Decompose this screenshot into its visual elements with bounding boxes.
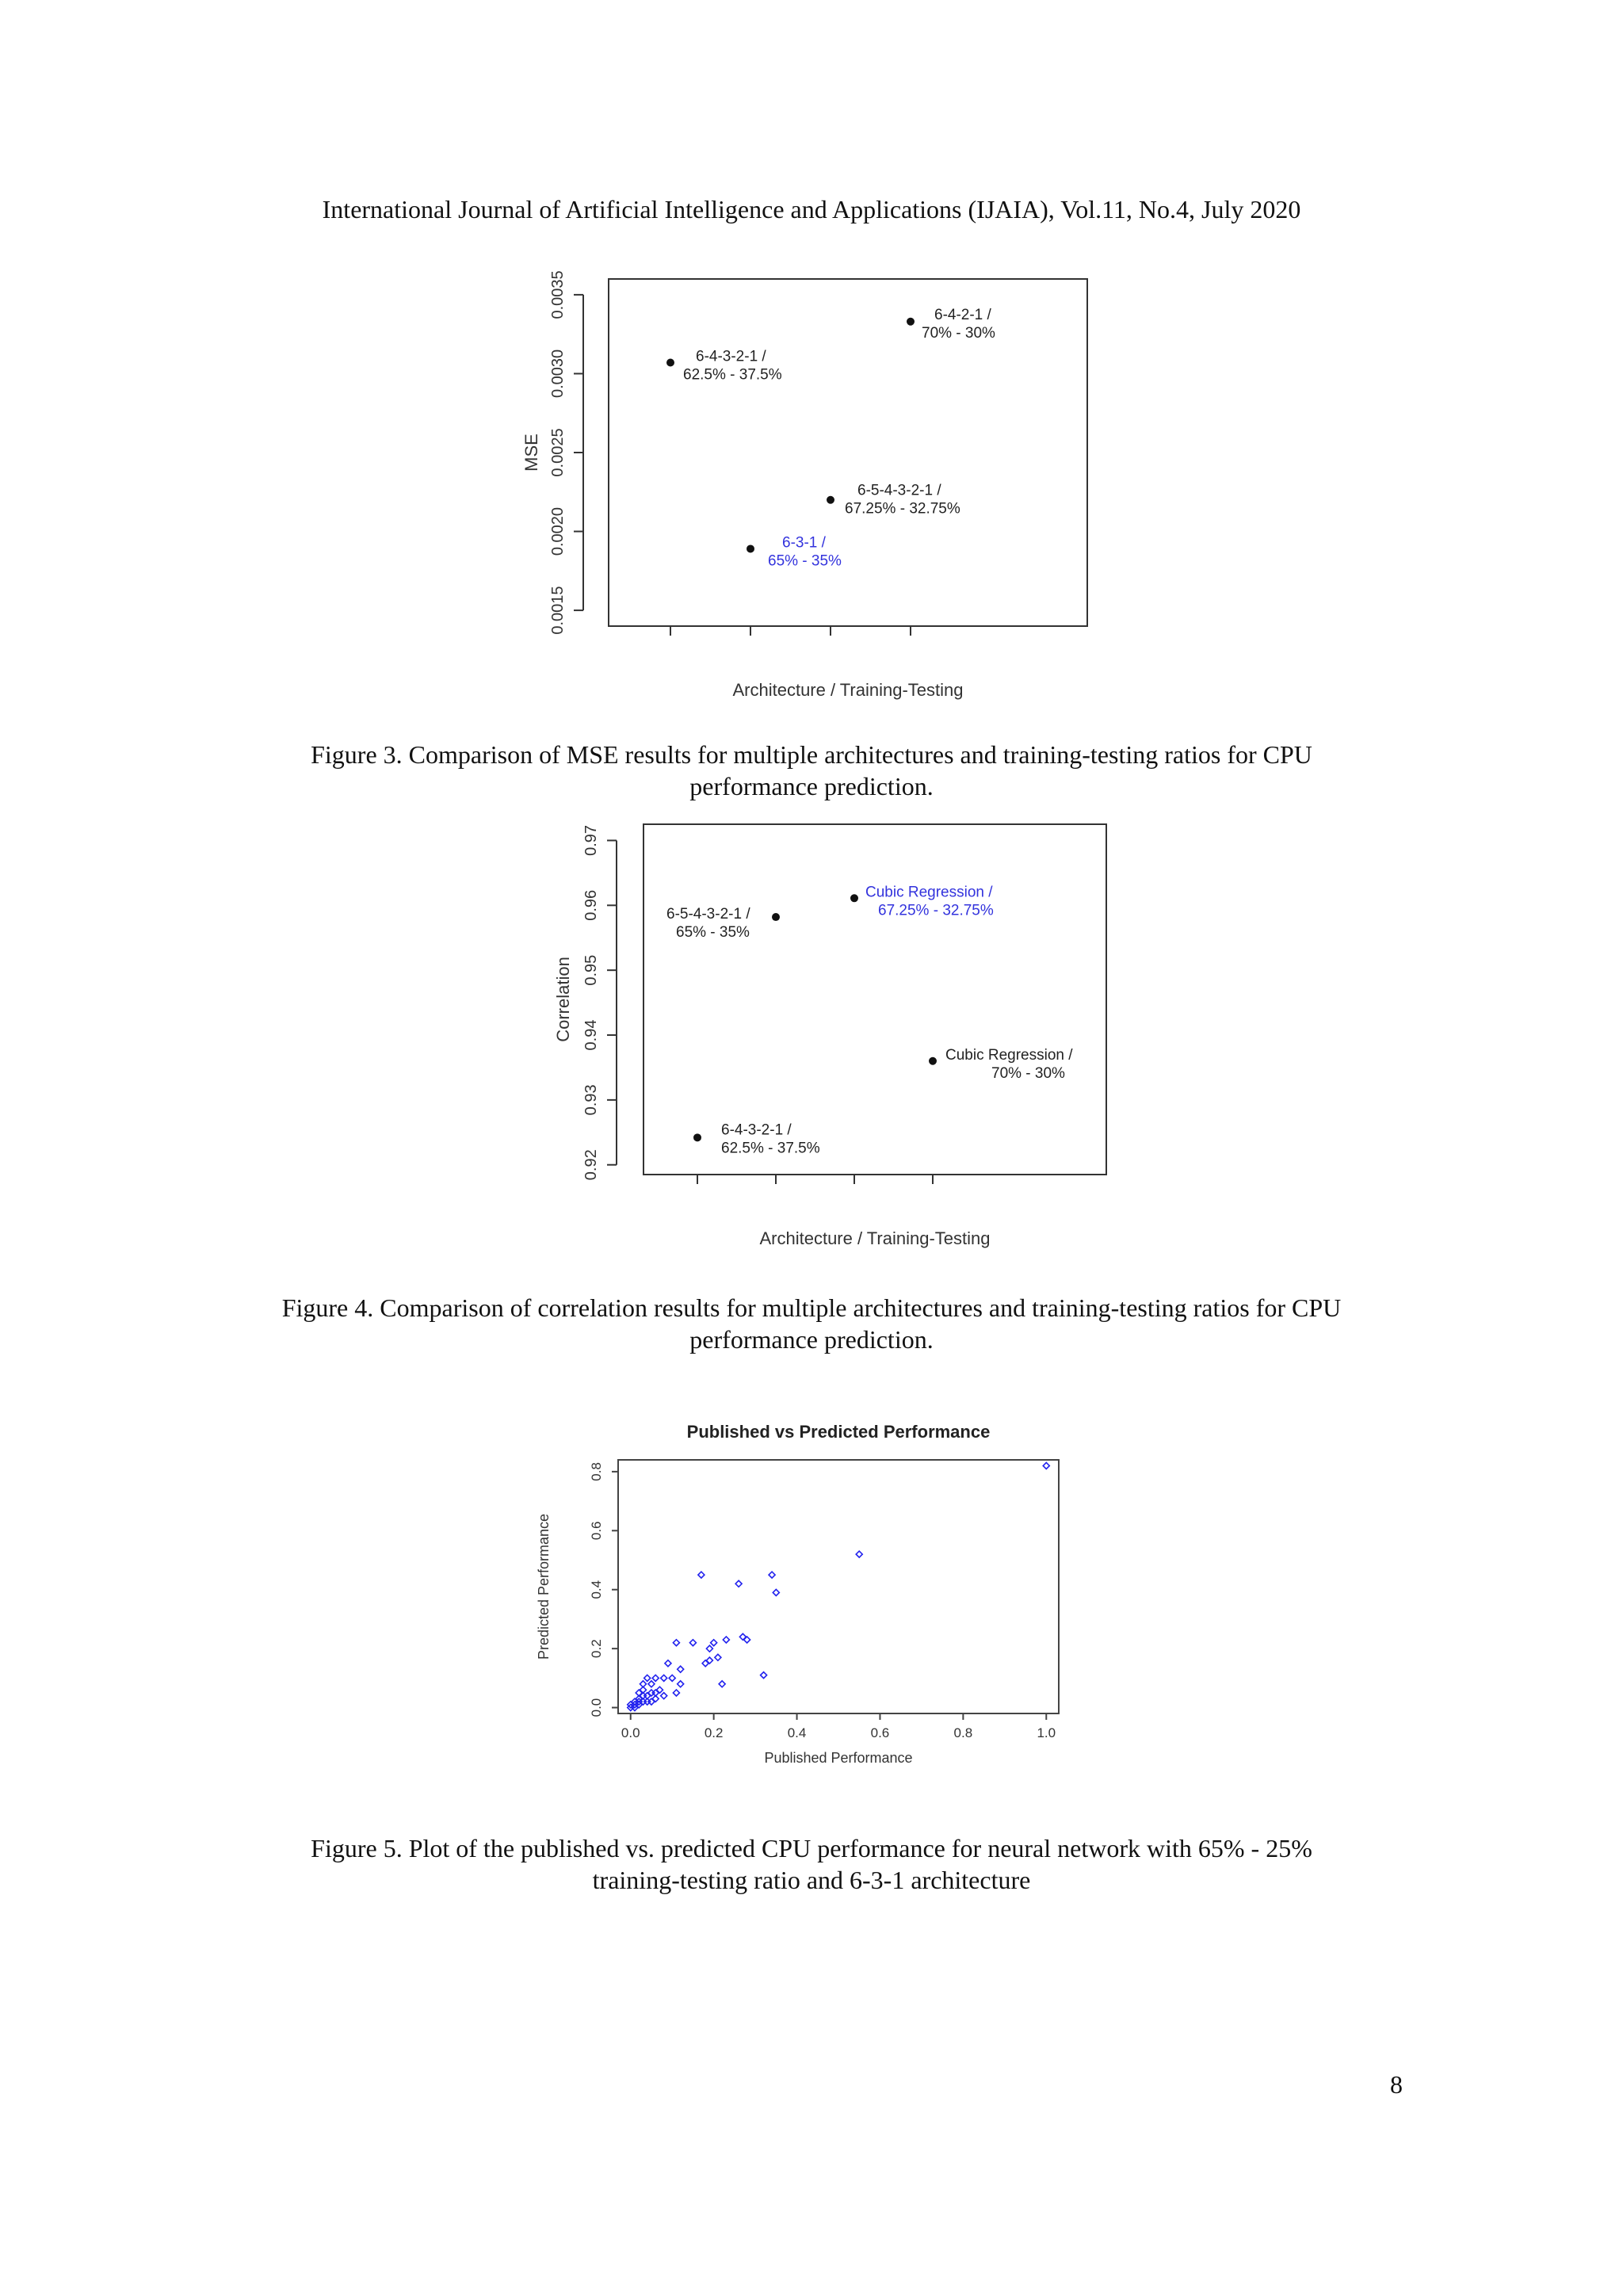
- point-label: 6-4-3-2-1 /: [721, 1121, 792, 1139]
- x-axis-label: Architecture / Training-Testing: [759, 1228, 991, 1248]
- y-tick-label: 0.8: [589, 1462, 604, 1481]
- data-point: [673, 1640, 679, 1646]
- data-point: [693, 1133, 701, 1141]
- data-point: [719, 1681, 725, 1687]
- point-label: 6-4-3-2-1 /: [696, 348, 766, 365]
- plot-frame: [609, 279, 1087, 626]
- y-tick-label: 0.4: [589, 1580, 604, 1599]
- chart-title: Published vs Predicted Performance: [686, 1422, 991, 1442]
- data-point: [711, 1640, 717, 1646]
- y-tick-label: 0.2: [589, 1639, 604, 1658]
- figure-4-caption-line2: performance prediction.: [689, 1325, 934, 1354]
- y-axis-label: Predicted Performance: [536, 1513, 552, 1660]
- point-label: 67.25% - 32.75%: [845, 500, 960, 518]
- data-point: [715, 1654, 721, 1660]
- plot-frame: [618, 1460, 1059, 1713]
- point-label: 62.5% - 37.5%: [721, 1140, 820, 1157]
- data-point: [761, 1672, 767, 1679]
- data-point: [644, 1675, 651, 1681]
- y-axis-label: Correlation: [553, 957, 573, 1042]
- data-point: [773, 1589, 779, 1595]
- data-point: [1043, 1462, 1049, 1469]
- figure-4-caption-line1: Figure 4. Comparison of correlation results for multiple architectures and training-testing ratios for CPU: [281, 1293, 1342, 1322]
- data-point: [706, 1645, 712, 1652]
- y-tick-label: 0.0030: [549, 349, 567, 399]
- y-tick-label: 0.0: [589, 1698, 604, 1717]
- data-point: [929, 1057, 937, 1065]
- y-tick-label: 0.0025: [549, 428, 567, 477]
- x-tick-label: 0.0: [621, 1725, 640, 1740]
- data-point: [772, 913, 780, 921]
- y-tick-label: 0.97: [582, 824, 600, 856]
- data-point: [652, 1675, 659, 1681]
- y-tick-label: 0.93: [582, 1084, 600, 1116]
- figure-3-mse-chart: [507, 262, 1109, 705]
- figure-4-correlation-chart: [539, 808, 1125, 1260]
- point-label: 6-5-4-3-2-1 /: [857, 482, 941, 499]
- point-label: 65% - 35%: [768, 552, 842, 570]
- page-number: 8: [1390, 2070, 1403, 2099]
- figure-5-caption-line2: training-testing ratio and 6-3-1 architecture: [592, 1866, 1031, 1894]
- y-tick-label: 0.95: [582, 954, 600, 986]
- data-point: [850, 894, 858, 902]
- y-tick-label: 0.6: [589, 1521, 604, 1541]
- point-label: Cubic Regression /: [945, 1046, 1073, 1064]
- data-point: [698, 1572, 705, 1578]
- data-point: [661, 1693, 667, 1699]
- data-point: [673, 1690, 679, 1696]
- data-point: [689, 1640, 696, 1646]
- data-point: [723, 1637, 729, 1643]
- point-label: 70% - 30%: [922, 324, 995, 342]
- x-axis-label: Architecture / Training-Testing: [732, 680, 964, 700]
- point-label: Cubic Regression /: [865, 884, 993, 901]
- figure-3-caption-line1: Figure 3. Comparison of MSE results for multiple architectures and training-testing ratios for CPU: [311, 740, 1312, 769]
- y-tick-label: 0.96: [582, 889, 600, 921]
- y-axis-label: MSE: [521, 434, 541, 472]
- point-label: 62.5% - 37.5%: [683, 366, 782, 384]
- point-label: 65% - 35%: [676, 924, 750, 942]
- y-tick-label: 0.0035: [549, 270, 567, 319]
- data-point: [666, 359, 674, 367]
- x-tick-label: 0.4: [787, 1725, 807, 1740]
- figure-3-caption-line2: performance prediction.: [689, 772, 934, 800]
- x-tick-label: 0.6: [870, 1725, 890, 1740]
- data-point: [907, 318, 915, 326]
- figure-5-caption-line1: Figure 5. Plot of the published vs. predicted CPU performance for neural network with 65% - 25%: [311, 1834, 1312, 1862]
- data-point: [648, 1681, 655, 1687]
- y-tick-label: 0.92: [582, 1149, 600, 1181]
- x-tick-label: 0.8: [953, 1725, 973, 1740]
- data-point: [856, 1551, 862, 1557]
- data-point: [661, 1675, 667, 1681]
- y-tick-label: 0.94: [582, 1019, 600, 1051]
- data-point: [747, 544, 754, 552]
- point-label: 6-4-2-1 /: [934, 306, 991, 323]
- data-point: [678, 1681, 684, 1687]
- figure-5-published-vs-predicted-chart: [523, 1411, 1078, 1783]
- data-point: [735, 1580, 742, 1587]
- x-tick-label: 1.0: [1037, 1725, 1056, 1740]
- point-label: 67.25% - 32.75%: [878, 902, 994, 919]
- point-label: 6-5-4-3-2-1 /: [666, 906, 750, 923]
- figure-5-caption: [127, 1832, 1496, 1896]
- point-label: 6-3-1 /: [782, 534, 826, 552]
- data-point: [769, 1572, 775, 1578]
- figure-4-caption: [127, 1292, 1496, 1355]
- data-point: [669, 1675, 675, 1681]
- y-tick-label: 0.0015: [549, 586, 567, 635]
- plot-frame: [643, 824, 1106, 1175]
- x-axis-label: Published Performance: [764, 1750, 913, 1766]
- point-label: 70% - 30%: [991, 1064, 1065, 1082]
- data-point: [678, 1666, 684, 1672]
- x-tick-label: 0.2: [704, 1725, 724, 1740]
- data-point: [665, 1660, 671, 1667]
- data-point: [827, 496, 834, 504]
- figure-3-caption: [127, 739, 1496, 802]
- journal-header: International Journal of Artificial Intelligence and Applications (IJAIA), Vol.11, No.4, July 2020: [322, 195, 1301, 223]
- y-tick-label: 0.0020: [549, 506, 567, 556]
